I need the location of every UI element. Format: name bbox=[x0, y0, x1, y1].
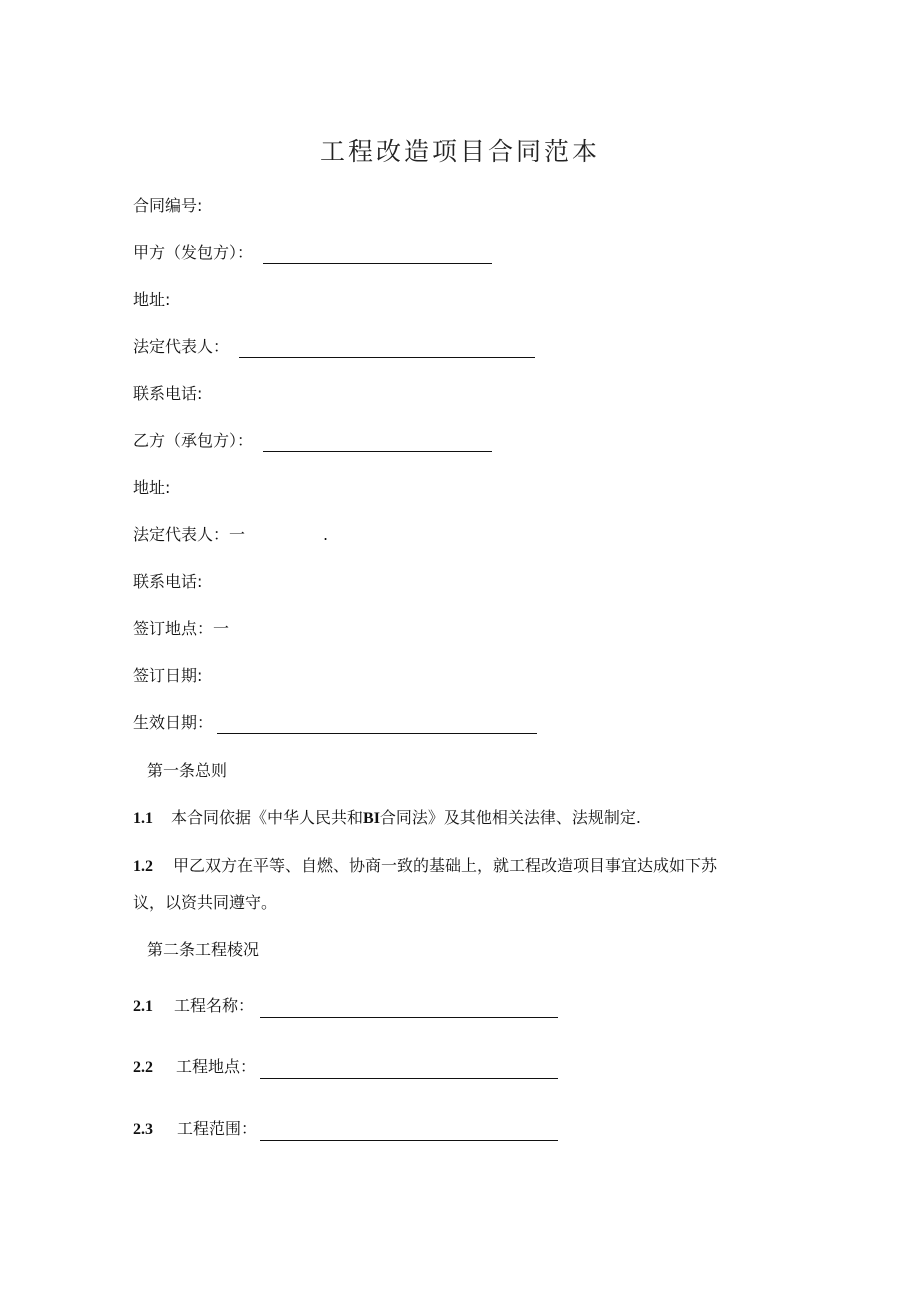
clause-2-3 bbox=[133, 1118, 558, 1141]
clause-1-2-line-2 bbox=[133, 892, 277, 914]
clause-1-1-text-pre: 本合同依据《中华人民共和 bbox=[171, 808, 364, 827]
clause-2-1 bbox=[133, 995, 558, 1018]
party-b-phone-label: 联系电话: bbox=[133, 572, 203, 591]
party-b-representative-line bbox=[133, 524, 328, 546]
project-location-blank[interactable] bbox=[260, 1060, 558, 1079]
party-a-representative-blank[interactable] bbox=[239, 339, 535, 358]
party-a-phone-label: 联系电话: bbox=[133, 384, 203, 403]
effective-date-blank[interactable] bbox=[217, 715, 537, 734]
sign-place-dash: 一 bbox=[213, 619, 230, 638]
contract-number-line bbox=[133, 195, 202, 217]
party-b-representative-label: 法定代表人： bbox=[133, 525, 230, 544]
clause-1-1-text-bold: BI bbox=[363, 810, 380, 827]
clause-1-1-text-post: 合同法》及其他相关法律、法规制定. bbox=[379, 808, 642, 827]
clause-2-3-label: 工程范围： bbox=[177, 1119, 258, 1138]
clause-2-2-label: 工程地点： bbox=[176, 1057, 257, 1076]
clause-1-2-number: 1.2 bbox=[133, 858, 153, 875]
party-a-line bbox=[133, 242, 492, 264]
party-a-representative-line bbox=[133, 336, 535, 358]
sign-date-line bbox=[133, 665, 202, 687]
party-b-phone-line bbox=[133, 571, 202, 593]
clause-1-1 bbox=[133, 807, 641, 830]
article-2-heading: 第二条工程棱况 bbox=[147, 940, 260, 959]
party-b-line bbox=[133, 430, 492, 452]
clause-1-2-line-1 bbox=[133, 855, 717, 878]
clause-1-1-number: 1.1 bbox=[133, 810, 153, 827]
party-a-label: 甲方（发包方）： bbox=[133, 243, 254, 262]
clause-2-3-number: 2.3 bbox=[133, 1121, 153, 1138]
project-name-blank[interactable] bbox=[260, 999, 558, 1018]
party-a-address-label: 地址: bbox=[133, 290, 171, 309]
project-scope-blank[interactable] bbox=[260, 1122, 558, 1141]
party-b-representative-dash: 一 bbox=[229, 525, 246, 544]
party-a-blank[interactable] bbox=[263, 245, 492, 264]
party-b-address-line bbox=[133, 477, 170, 499]
party-a-address-line bbox=[133, 289, 170, 311]
party-b-label: 乙方（承包方）： bbox=[133, 431, 254, 450]
clause-1-2-text-line-1: 甲乙双方在平等、自燃、协商一致的基础上，就工程改造项目事宜达成如下苏 bbox=[173, 856, 718, 875]
contract-number-label: 合同编号: bbox=[133, 196, 203, 215]
party-b-blank[interactable] bbox=[263, 433, 492, 452]
clause-2-1-number: 2.1 bbox=[133, 998, 153, 1015]
effective-date-line bbox=[133, 712, 537, 734]
sign-place-label: 签订地点： bbox=[133, 619, 214, 638]
document-title: 工程改造项目合同范本 bbox=[319, 137, 600, 166]
party-a-representative-label: 法定代表人： bbox=[133, 337, 230, 356]
party-b-address-label: 地址: bbox=[133, 478, 171, 497]
party-b-representative-dot: . bbox=[323, 525, 329, 544]
article-1-heading: 第一条总则 bbox=[147, 761, 228, 780]
effective-date-label: 生效日期： bbox=[133, 713, 214, 732]
sign-place-line bbox=[133, 618, 229, 640]
sign-date-label: 签订日期: bbox=[133, 666, 203, 685]
clause-2-1-label: 工程名称： bbox=[174, 996, 255, 1015]
clause-1-2-text-line-2: 议，以资共同遵守。 bbox=[133, 893, 278, 912]
party-a-phone-line bbox=[133, 383, 202, 405]
clause-2-2-number: 2.2 bbox=[133, 1059, 153, 1076]
clause-2-2 bbox=[133, 1056, 558, 1079]
